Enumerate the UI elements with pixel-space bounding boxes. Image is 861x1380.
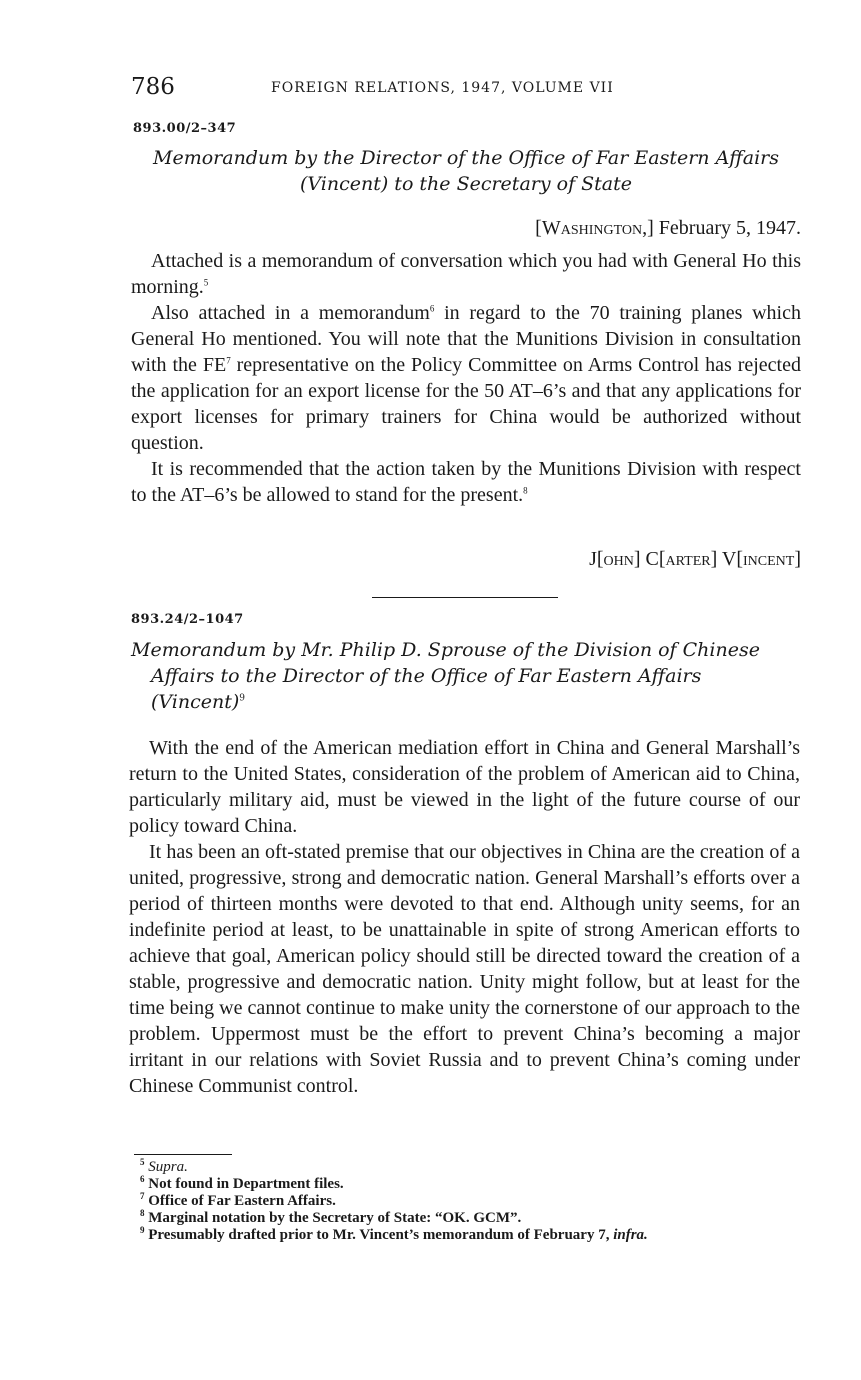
footnote-8-text: Marginal notation by the Secretary of State: “OK. GCM”. [148,1210,522,1226]
doc1-body [131,248,801,508]
doc2-paragraph-2: It has been an oft-stated premise that our objectives in China are the creation of a united, progressive, strong and democratic nation. General Marshall’s efforts over a period of thirteen months were devoted to that end. Although unity seems, for an indefinite period at least, to be unattainable in spite of strong American efforts to achieve that goal, American policy should still be directed toward the creation of a stable, progressive and democratic nation. Unity might follow, but at least for the time being we cannot continue to make unity the cornerstone of our approach to the problem. Uppermost must be the effort to prevent China’s becoming a major irritant in our relations with Soviet Russia and to prevent China’s coming under Chinese Communist control. [129,841,800,1097]
footnote-9-infra: infra. [613,1227,648,1243]
date-place-initial: W [541,217,561,239]
doc1-title [131,145,801,197]
doc1-p2-text-b: in regard to the 70 training planes which General Ho mentioned. You will note that the Munitions Division in consultation with the FE [131,302,801,376]
sig-close: ] [794,548,801,570]
doc1-p1-text: Attached is a memorandum of conversation which you had with General Ho this morning. [131,250,801,298]
footnote-8 [140,1210,800,1227]
doc2-title-line2: Affairs to the Director of the Office of Far Eastern Affairs [151,665,702,687]
doc1-p2-text-a: Also attached in a memorandum [151,302,430,324]
doc1-paragraph-3 [131,456,801,508]
footnote-ref-5: 5 [203,277,209,288]
doc2-title [131,637,803,715]
footnote-5-text: Supra. [148,1159,188,1175]
doc1-paragraph-1 [131,248,801,300]
doc1-paragraph-2 [131,300,801,456]
doc2-title-line1: Memorandum by Mr. Philip D. Sprouse of the Division of Chinese [131,639,760,661]
footnote-7-num: 7 [140,1191,145,1201]
doc1-dateline [131,217,801,240]
section-divider [372,597,558,598]
doc1-p3-text: It is recommended that the action taken by the Munitions Division with respect to the AT–6’s be allowed to stand for the present. [131,458,801,506]
footnote-ref-9: 9 [239,693,246,704]
page-header [131,74,801,104]
doc2-body [129,735,800,1099]
footnotes [140,1159,800,1244]
footnote-ref-6: 6 [429,303,435,314]
footnote-5 [140,1159,800,1176]
footnote-7 [140,1193,800,1210]
footnote-7-text: Office of Far Eastern Affairs. [148,1193,336,1209]
footnote-rule [134,1154,232,1155]
date-rest: ,] February 5, 1947. [642,217,801,239]
footnote-9-text: Presumably drafted prior to Mr. Vincent’s memorandum of February 7, [148,1227,614,1243]
footnote-ref-8: 8 [523,485,528,496]
running-head: FOREIGN RELATIONS, 1947, VOLUME VII [271,80,614,96]
footnote-6-text: Not found in Department files. [148,1176,344,1192]
date-place-rest: ASHINGTON [560,223,643,238]
doc1-title-line1: Memorandum by the Director of the Office of Far Eastern Affairs [153,147,779,169]
footnote-9 [140,1227,800,1244]
doc1-p2-text-c: representative on the Policy Committee on Arms Control has rejected the application for an export license for the 50 AT–6’s and that any applications for export licenses for primary trainers for China would be authorized without question. [131,354,801,454]
footnote-ref-7: 7 [226,355,231,366]
footnote-9-num: 9 [140,1225,145,1235]
doc1-title-line2: (Vincent) to the Secretary of State [299,173,632,195]
date-bracket: [ [535,217,542,239]
doc2-file-number: 893.24/2–1047 [131,612,244,627]
page-number: 786 [131,74,175,100]
doc2-paragraph-1: With the end of the American mediation effort in China and General Marshall’s return to the United States, consideration of the problem of American aid to China, particularly military aid, must be viewed in the light of the future course of our policy toward China. [129,737,800,837]
doc1-signature [131,548,801,571]
footnote-6-num: 6 [140,1174,145,1184]
sig-j: J[ [589,548,604,570]
footnote-5-num: 5 [140,1157,145,1167]
sig-arter: ARTER [665,554,711,569]
footnote-8-num: 8 [140,1208,145,1218]
footnote-6 [140,1176,800,1193]
doc2-title-line3: (Vincent) [151,691,240,713]
sig-ohn: OHN [603,554,634,569]
sig-incent: INCENT [743,554,795,569]
doc1-file-number: 893.00/2–347 [133,121,237,136]
sig-c: ] C[ [633,548,666,570]
sig-v: ] V[ [710,548,743,570]
